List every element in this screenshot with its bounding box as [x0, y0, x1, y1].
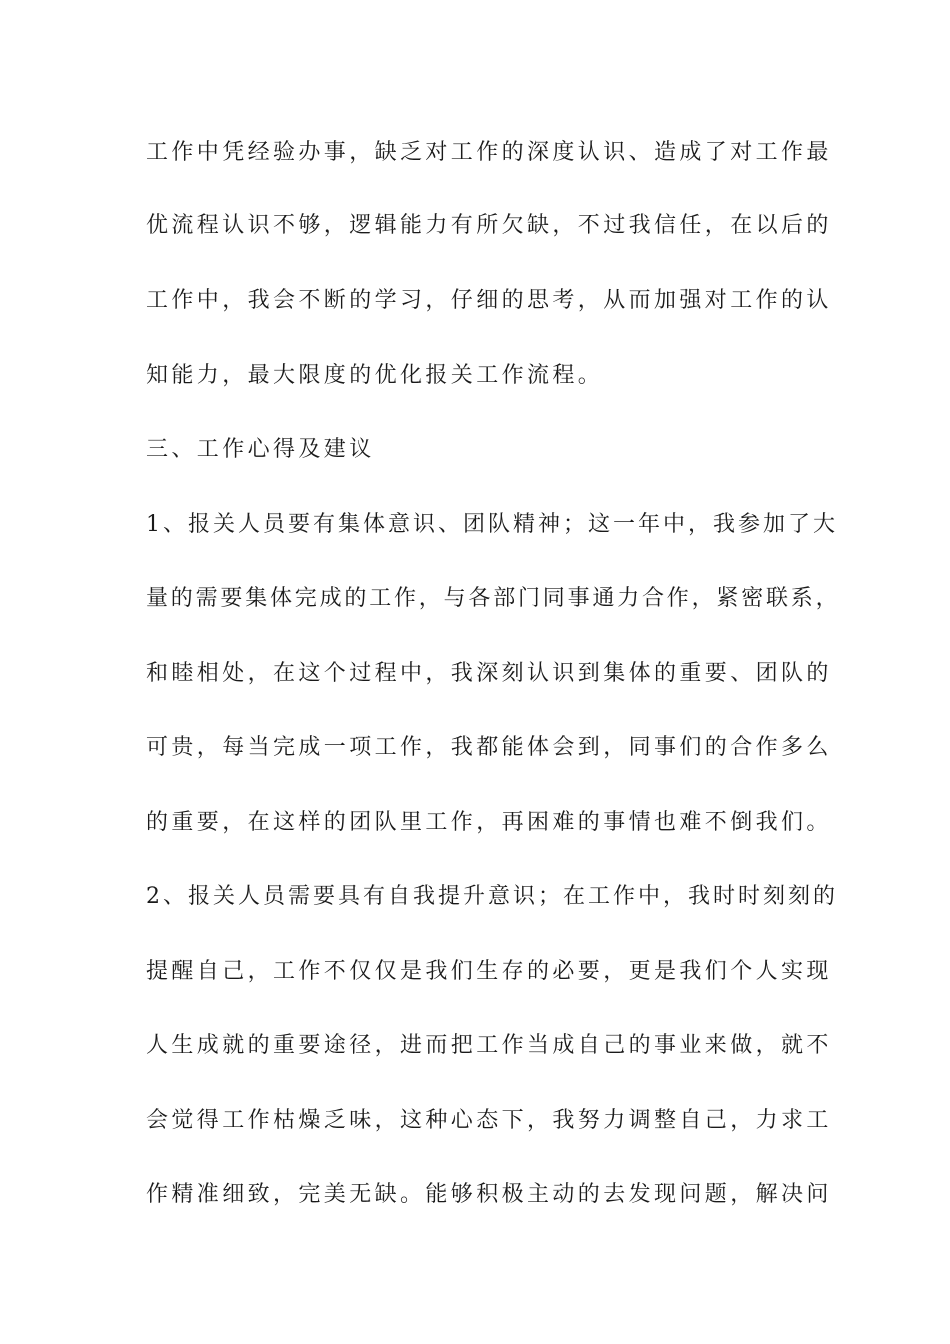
text-line-6: 1、报关人员要有集体意识、团队精神；这一年中，我参加了大 [146, 512, 838, 537]
text-line-10: 的重要，在这样的团队里工作，再困难的事情也难不倒我们。 [146, 810, 832, 835]
text-line-15: 作精准细致，完美无缺。能够积极主动的去发现问题，解决问 [146, 1182, 832, 1207]
text-line-7: 量的需要集体完成的工作，与各部门同事通力合作，紧密联系， [146, 586, 841, 611]
section-heading: 三、工作心得及建议 [146, 437, 375, 462]
text-line-4: 知能力，最大限度的优化报关工作流程。 [146, 363, 604, 388]
text-line-13: 人生成就的重要途径，进而把工作当成自己的事业来做，就不 [146, 1033, 832, 1058]
text-line-14: 会觉得工作枯燥乏味，这种心态下，我努力调整自己，力求工 [146, 1108, 832, 1133]
text-line-12: 提醒自己，工作不仅仅是我们生存的必要，更是我们个人实现 [146, 959, 832, 984]
text-line-1: 工作中凭经验办事，缺乏对工作的深度认识、造成了对工作最 [146, 140, 832, 165]
text-line-8: 和睦相处，在这个过程中，我深刻认识到集体的重要、团队的 [146, 661, 832, 686]
text-line-9: 可贵，每当完成一项工作，我都能体会到，同事们的合作多么 [146, 735, 832, 760]
text-line-3: 工作中，我会不断的学习，仔细的思考，从而加强对工作的认 [146, 288, 832, 313]
text-line-2: 优流程认识不够，逻辑能力有所欠缺，不过我信任，在以后的 [146, 213, 832, 238]
text-line-11: 2、报关人员需要具有自我提升意识；在工作中，我时时刻刻的 [146, 884, 838, 909]
